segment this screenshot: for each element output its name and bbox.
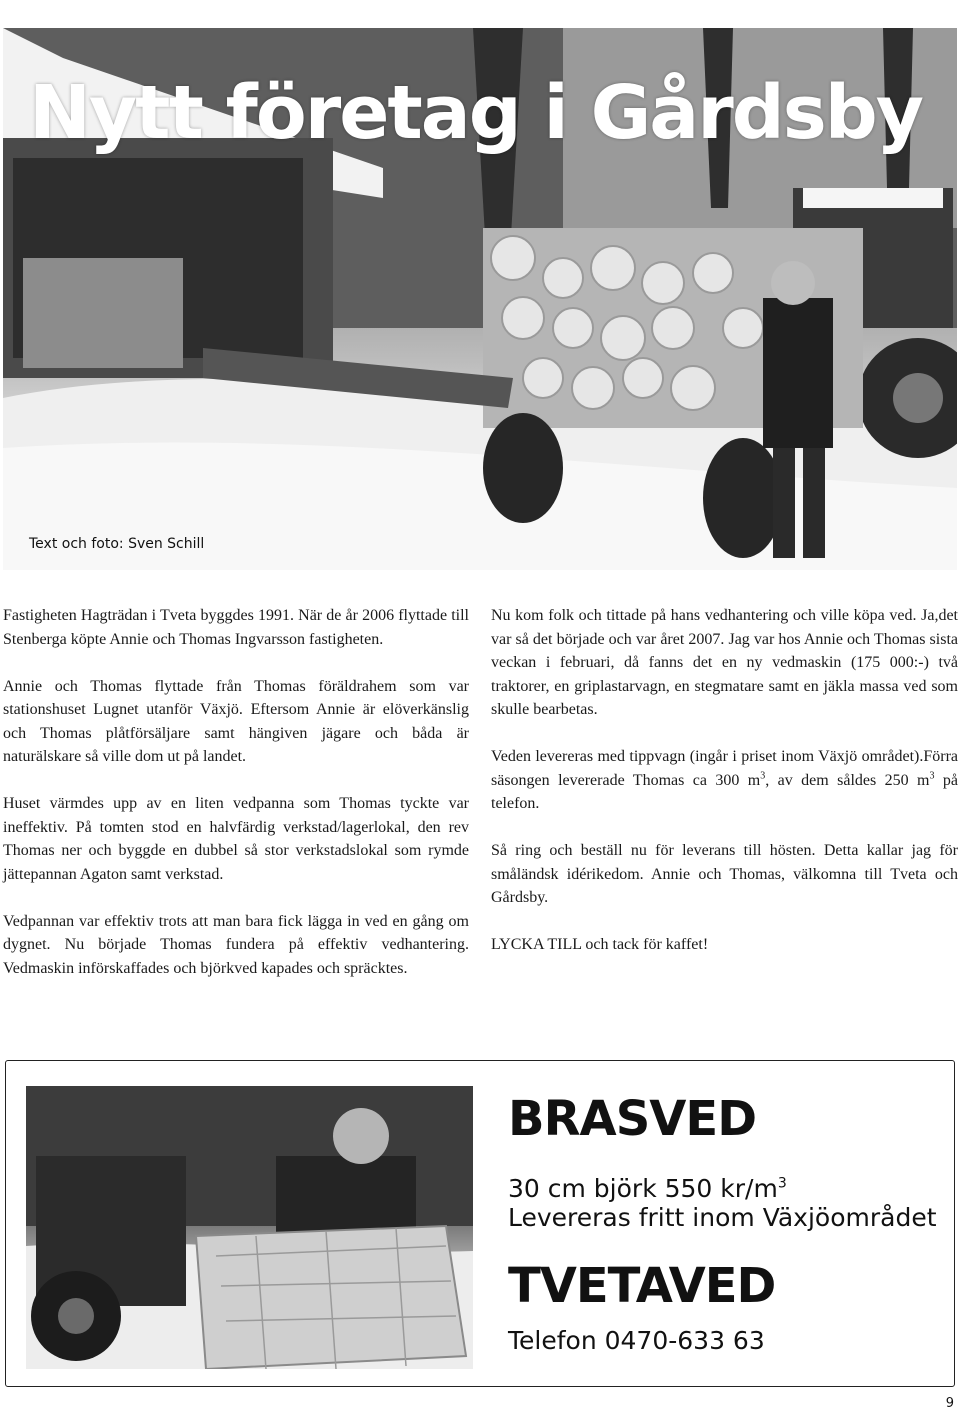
photo-credit: Text och foto: Sven Schill	[29, 536, 205, 552]
ad-phone: Telefon 0470-633 63	[508, 1326, 765, 1355]
text-segment: , av dem såldes 250 m	[765, 771, 930, 789]
paragraph: LYCKA TILL och tack för kaffet!	[491, 936, 709, 953]
hero-photo	[3, 28, 957, 570]
paragraph: Annie och Thomas flyttade från Thomas föräldrahem som var stationshuset Lugnet utanför Växjö. Eftersom Annie är elöverkänslig och Thomas plåtförsäljare samt hängiven jägare och båda är naturälskare så ville dom ut på landet.	[3, 677, 469, 765]
ad-photo-illustration	[26, 1086, 473, 1369]
paragraph: Fastigheten Hagträdan i Tveta byggdes 1991. När de år 2006 flyttade till Stenberga köpte Annie och Thomas Ingvarsson fastigheten.	[3, 607, 469, 648]
ad-photo	[26, 1086, 473, 1369]
paragraph: Vedpannan var effektiv trots att man bara fick lägga in ved en gång om dygnet. Nu började Thomas fundera på effektiv vedhantering. Vedmaskin införskaffades och björkved kapades och spräcktes.	[3, 912, 469, 977]
paragraph: Huset värmdes upp av en liten vedpanna som Thomas tyckte var ineffektiv. På tomten stod en halvfärdig verkstad/lagerlokal, den rev Thomas ner och byggde en dubbel så stor verkstadslokal som rymde jättepannan Agaton samt verkstad.	[3, 795, 469, 883]
paragraph: Så ring och beställ nu för leverans till hösten. Detta kallar jag för småländsk idérikedom. Annie och Thomas, välkomna till Tveta och Gårdsby.	[491, 842, 958, 906]
paragraph: Nu kom folk och tittade på hans vedhantering och ville köpa ved. Ja,det var så det började och var året 2007. Jag var hos Annie och Thomas sista veckan i februari, då fanns det en ny vedmaskin (175 000:-) två traktorer, en griplastarvagn, en stegmatare samt en jäkla massa ved som skulle bearbetas.	[491, 607, 958, 718]
ad-price-line	[508, 1174, 787, 1203]
ad-headline: BRASVED	[508, 1091, 757, 1147]
advertisement-box	[5, 1060, 955, 1387]
ad-delivery-line: Levereras fritt inom Växjöområdet	[508, 1203, 937, 1232]
ad-price-text: 30 cm björk 550 kr/m	[508, 1174, 778, 1203]
paragraph-delivery	[491, 745, 958, 816]
superscript: 3	[929, 770, 935, 782]
article-column-right	[491, 604, 958, 980]
ad-brand: TVETAVED	[508, 1258, 776, 1314]
article-column-left	[3, 604, 469, 1004]
superscript: 3	[760, 770, 766, 782]
text-segment: på telefon.	[491, 771, 958, 812]
superscript: 3	[777, 1175, 787, 1192]
text-segment: Veden levereras med tippvagn (ingår i priset inom Växjö området).Förra säsongen levererade Thomas ca 300 m	[491, 748, 958, 789]
article-title: Nytt företag i Gårdsby	[29, 70, 922, 156]
page-number: 9	[945, 1396, 954, 1411]
